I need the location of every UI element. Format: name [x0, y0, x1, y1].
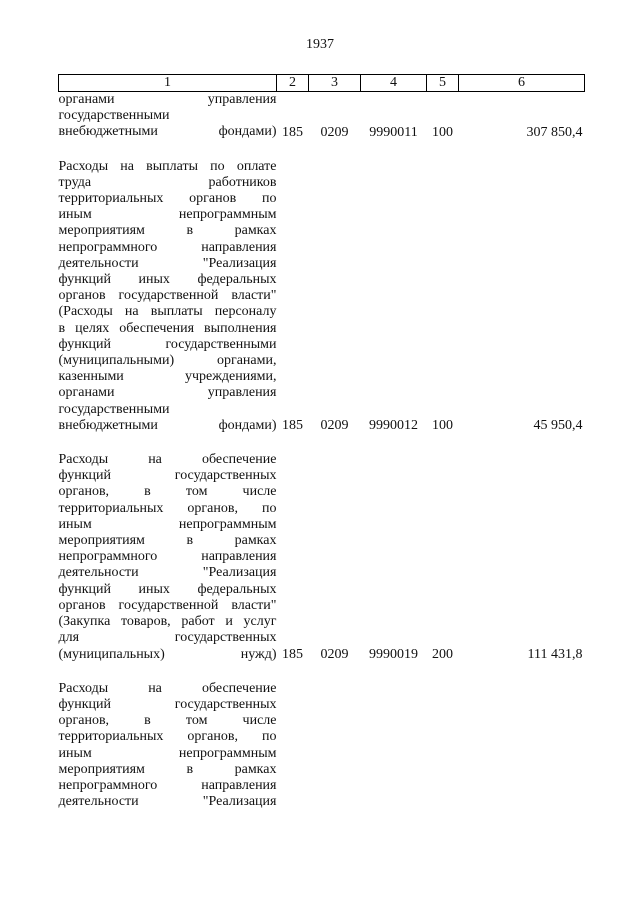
description-line: (муниципальных) нужд)	[58, 646, 277, 662]
table-row	[59, 92, 585, 141]
row-spacer	[59, 434, 585, 452]
cell-c4: 9990012	[369, 418, 418, 434]
row-description	[59, 92, 277, 141]
table-header-row	[59, 75, 585, 92]
description-line: функций государственных	[58, 696, 277, 712]
description-line: органов государственной власти"	[58, 597, 277, 613]
row-description	[59, 681, 277, 811]
description-line: казенными учреждениями,	[58, 369, 277, 385]
budget-table	[58, 74, 585, 810]
row-description	[59, 452, 277, 663]
column-header: 4	[361, 75, 427, 92]
cell-c6: 111 431,8	[527, 646, 583, 662]
description-line: государственными	[58, 108, 170, 124]
cell-c3: 0209	[320, 646, 349, 662]
cell-c2: 185	[282, 646, 303, 662]
description-line: территориальных органов, по	[58, 729, 277, 745]
table-row	[59, 159, 585, 434]
description-line: непрограммного направления	[58, 777, 277, 793]
description-line: труда работников	[58, 174, 277, 190]
description-line: деятельности "Реализация	[58, 794, 277, 810]
cell-c3: 0209	[320, 124, 349, 140]
description-line: функций государственных	[58, 468, 277, 484]
cell-c6: 307 850,4	[526, 124, 583, 140]
description-line: органами управления	[58, 92, 277, 107]
row-spacer	[59, 663, 585, 681]
cell-c4: 9990011	[369, 124, 418, 140]
description-line: непрограммного направления	[58, 239, 277, 255]
description-line: Расходы на выплаты по оплате	[58, 158, 277, 174]
description-line: функций иных федеральных	[58, 272, 277, 288]
row-description	[59, 159, 277, 434]
description-line: территориальных органов по	[58, 191, 277, 207]
cell-c6	[459, 681, 585, 811]
page-number: 1937	[306, 37, 334, 52]
column-header: 2	[277, 75, 309, 92]
cell-c2: 185	[282, 418, 303, 434]
description-line: (Закупка товаров, работ и услуг	[58, 614, 277, 630]
cell-c3	[309, 681, 361, 811]
row-spacer	[59, 141, 585, 159]
description-line: Расходы на обеспечение	[58, 680, 277, 696]
description-line: мероприятиям в рамках	[58, 761, 277, 777]
cell-c2: 185	[282, 124, 303, 140]
description-line: государственными	[58, 401, 170, 417]
cell-c4	[361, 681, 427, 811]
description-line: территориальных органов, по	[58, 500, 277, 516]
description-line: непрограммного направления	[58, 549, 277, 565]
description-line: внебюджетными фондами)	[58, 417, 277, 433]
cell-c6: 45 950,4	[533, 418, 583, 434]
description-line: иным непрограммным	[58, 516, 277, 532]
column-header: 1	[59, 75, 277, 92]
column-header: 3	[309, 75, 361, 92]
description-line: органами управления	[58, 385, 277, 401]
description-line: мероприятиям в рамках	[58, 223, 277, 239]
description-line: органов, в том числе	[58, 484, 277, 500]
description-line: Расходы на обеспечение	[58, 452, 277, 468]
column-header: 6	[459, 75, 585, 92]
cell-c5	[427, 681, 459, 811]
description-line: органов государственной власти"	[58, 288, 277, 304]
description-line: деятельности "Реализация	[58, 565, 277, 581]
description-line: внебюджетными фондами)	[58, 124, 277, 140]
description-line: функций государственными	[58, 336, 277, 352]
table-row	[59, 452, 585, 663]
description-line: (муниципальными) органами,	[58, 353, 277, 369]
cell-c5: 100	[432, 124, 453, 140]
description-line: органов, в том числе	[58, 713, 277, 729]
description-line: мероприятиям в рамках	[58, 533, 277, 549]
cell-c4: 9990019	[369, 646, 418, 662]
description-line: иным непрограммным	[58, 745, 277, 761]
cell-c3: 0209	[320, 418, 349, 434]
description-line: в целях обеспечения выполнения	[58, 320, 277, 336]
column-header: 5	[427, 75, 459, 92]
cell-c2	[277, 681, 309, 811]
description-line: (Расходы на выплаты персоналу	[58, 304, 277, 320]
cell-c5: 200	[432, 646, 453, 662]
description-line: иным непрограммным	[58, 207, 277, 223]
description-line: для государственных	[58, 630, 277, 646]
table-row	[59, 681, 585, 811]
cell-c5: 100	[432, 418, 453, 434]
description-line: функций иных федеральных	[58, 581, 277, 597]
description-line: деятельности "Реализация	[58, 255, 277, 271]
